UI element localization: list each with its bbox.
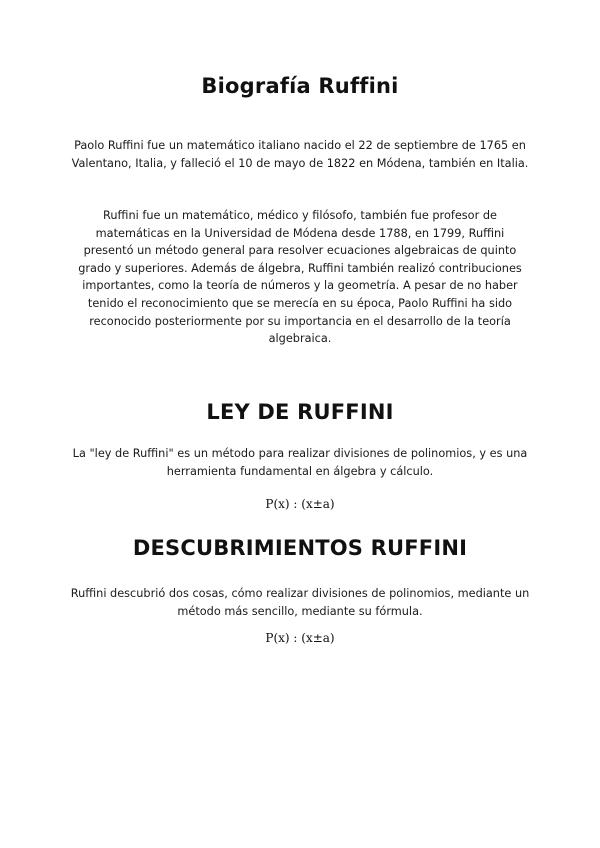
ley-formula: P(x) : (x±a)	[265, 497, 335, 511]
biografia-paragraph-1: Paolo Ruffini fue un matemático italiano nacido el 22 de septiembre de 1765 en Valentano, Italia, y falleció el 10 de mayo de 1822 en Módena, también en Italia.	[71, 139, 529, 170]
descubrimientos-paragraph: Ruffini descubrió dos cosas, cómo realizar divisiones de polinomios, mediante un método más sencillo, mediante su fórmula.	[70, 587, 530, 618]
descubrimientos-formula: P(x) : (x±a)	[265, 631, 335, 645]
ley-title: LEY DE RUFFINI	[206, 400, 394, 424]
ley-paragraph: La "ley de Ruffini" es un método para realizar divisiones de polinomios, y es una herramienta fundamental en álgebra y cálculo.	[72, 447, 528, 478]
biografia-title: Biografía Ruffini	[201, 74, 399, 98]
descubrimientos-title: DESCUBRIMIENTOS RUFFINI	[132, 536, 468, 560]
biografia-paragraph-2: Ruffini fue un matemático, médico y filósofo, también fue profesor de matemáticas en la Universidad de Módena desde 1788, en 1799, Ruffini presentó un método general para resolver ecuaciones algebraicas de quinto grado y superiores. Además de álgebra, Ruffini también realizó contribuciones importantes, como la teoría de números y la geometría. A pesar de no haber tenido el reconocimiento que se merecía en su época, Paolo Ruffini ha sido reconocido posteriormente por su importancia en el desarrollo de la teoría algebraica.	[78, 209, 522, 346]
